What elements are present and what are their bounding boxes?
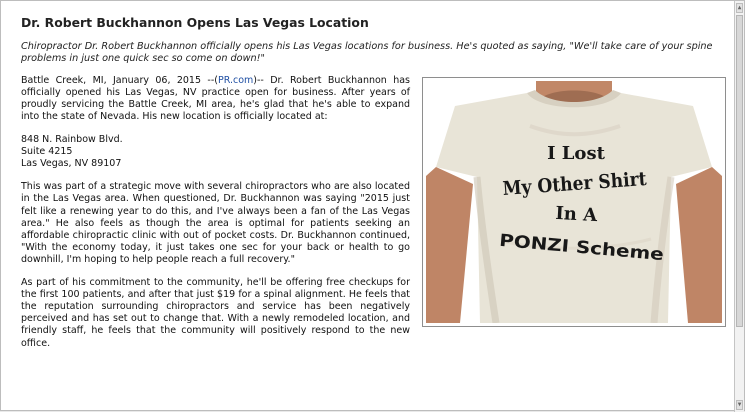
shirt-text-line-4: PONZI Scheme [498,230,641,263]
address-street: 848 N. Rainbow Blvd. [21,133,123,145]
tshirt-illustration [426,81,722,323]
vertical-scrollbar[interactable] [734,1,744,412]
body-paragraph-2: This was part of a strategic move with several chiropractors who are also located in the Las Vegas area. When questioned, Dr. Buckhannon was saying "2015 just felt like a renewing year to do this, and I've always been a fan of the Las Vegas area." He also feels as though the area is optimal for patients seeking an affordable chiropractic clinic with out of pocket costs. Dr. Buckhannon continued, "With the economy today, it just takes one sec for your back or health to go downhill, I'm hoping to help people reach a full recovery." [21,181,410,266]
address-suite: Suite 4215 [21,145,73,157]
article-headline: Dr. Robert Buckhannon Opens Las Vegas Location [21,15,369,30]
scroll-up-arrow-icon[interactable]: ▲ [737,4,742,11]
scroll-down-arrow-icon[interactable]: ▼ [737,401,742,408]
tshirt-photo [426,81,722,323]
article-image-frame [422,77,726,327]
shirt-text-line-1: I Lost [547,142,605,164]
address-city: Las Vegas, NV 89107 [21,158,122,170]
dateline-suffix: )-- [253,74,271,86]
scroll-thumb[interactable] [736,15,743,327]
source-link[interactable]: PR.com [217,74,254,86]
body-paragraph-1-text: Dr. Robert Buckhannon has officially opened his Las Vegas, NV practice open for business. After years of proudly servicing the Battle Creek, MI area, he's glad that he's able to expand into the state of Nevada. His new location is officially located at: [21,74,411,123]
dateline-prefix: Battle Creek, MI, January 06, 2015 --( [21,74,218,86]
body-paragraph-3: As part of his commitment to the community, he'll be offering free checkups for the first 100 patients, and after that just $19 for a spinal alignment. He feels that the reputation surrounding chiropractors and service has been negatively perceived and has set out to change that. With a newly remodeled location, and friendly staff, he feels that the community will positively respond to the new office. [21,276,410,349]
shirt-text-line-3: In A [554,202,598,226]
article-summary: Chiropractor Dr. Robert Buckhannon officially opens his Las Vegas locations for business. He's quoted as saying, "We'll take care of your spine problems in just one quick sec so come on down!" [21,41,713,65]
shirt-text-line-2: My Other Shirt [501,166,664,200]
article-container [1,1,736,412]
